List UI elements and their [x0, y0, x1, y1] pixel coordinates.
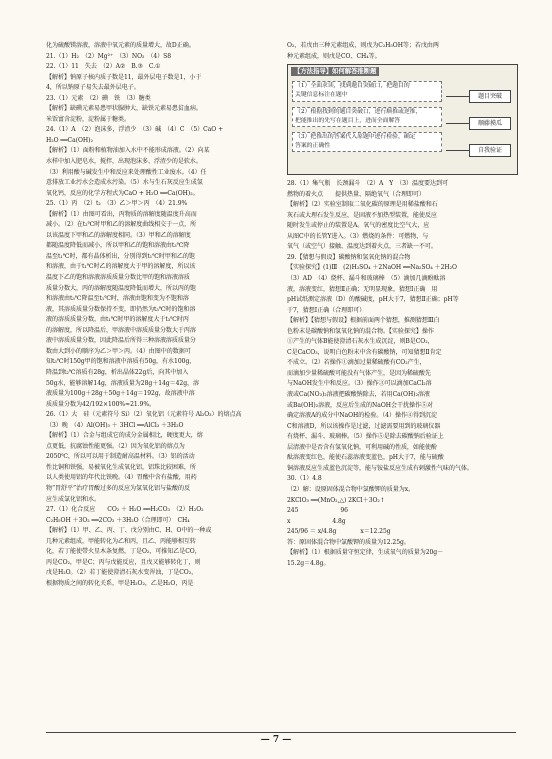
- method-step-3: [292, 132, 442, 152]
- explanation-line: 【解析】（1）由图可看出，丙物质的溶解度随温度升高而: [46, 210, 197, 218]
- text-line: 从图C中的长管Y进入。（3）燃烧的条件：可燃物、与: [287, 232, 429, 240]
- text-line: 液或Ca(NO₃)₂溶液把碳酸钠除去，若用Ca(OH)₂溶液: [287, 391, 430, 399]
- text-line: 的溶解度，所以降温后，甲溶液中溶质质量分数大于丙溶: [46, 326, 196, 334]
- text-line: 和溶液由t₃℃降温至t₁℃时，溶液由饱和变为不饱和溶: [46, 295, 189, 303]
- answer-30: 30.（1）4.8: [287, 475, 322, 483]
- text-line: 降温到t₂℃溶质有28g，析出晶体22g后，向其中加入: [46, 368, 189, 376]
- answer-22: 22.（1）11 失去 （2）A② B.③ C.①: [46, 63, 161, 71]
- step-text: （1）全面求读，找到题目突破口，把题目的: [295, 83, 410, 90]
- text-line: 铜溶液反应生成蓝色沉淀等，能与铵盐反应生成有刺激性气味的气体。: [287, 464, 473, 472]
- method-step-1: [292, 81, 442, 101]
- text-line: C是CaCO₃，说明白色粉末中含有碳酸钠，可知猜想Ⅱ肯定: [287, 348, 442, 356]
- text-line: 种元素组成，则戊是CO、CH₄等。: [287, 52, 381, 60]
- text-line: 氧化钙，反应的化学方程式为CaO + H₂O ══Ca(OH)₂。: [46, 189, 199, 197]
- text-line: 50g水，能够溶解14g，溶液质量为28g＋14g＝42g，溶: [46, 379, 200, 387]
- footer-rule: [46, 732, 516, 733]
- text-line: 【实验探究】(1)Ⅲ (2)H₂SO₄ ＋2NaOH ══Na₂SO₄ ＋2H₂O: [287, 264, 457, 272]
- answer-29: 29.【猜想与假设】碳酸钠和氢氧化钠的混合物: [287, 253, 411, 261]
- answer-25: 25.（1）丙 （2）t₂ （3）乙＞甲＞丙 （4）21.9%: [46, 200, 188, 208]
- text-line: 应生成氯化铝和水。: [46, 495, 100, 503]
- answer-23: 23.（1）元素 （2）碘 铁 （3）糖类: [46, 94, 151, 102]
- text-line: 化，若丁能使带火星木条复燃，丁是O₂，可推知乙是CO，: [46, 548, 201, 556]
- equation-line: x 4.8g: [287, 517, 346, 525]
- text-line: O₂，若戊由三种元素组成，则戊为C₂H₅OH等；若戊由两: [287, 42, 439, 49]
- text-line: （3）AD （4）烧杯、漏斗和玻璃棒 （5）滴加几滴酚酞溶: [287, 275, 446, 283]
- text-line: 答：原固体混合物中氯酸钾的质量为12.25g。: [287, 538, 410, 546]
- text-line: 根据物质之间的转化关系，甲是H₂O₂，乙是H₂O，丙是: [46, 579, 194, 587]
- equation-line: 245/96 ＝ x/4.8g x＝12.25g: [287, 528, 391, 536]
- explanation-line: 【解析】（1）合金与组成它的成分金属相比，硬度更大，熔: [46, 432, 203, 440]
- method-guide-title: 【方法指导】如何解答推断题: [291, 67, 379, 76]
- text-line: 以人类使用铝的年代比铁晚。（4）胃酸中含有盐酸，用药: [46, 474, 197, 482]
- method-step-2: [292, 107, 442, 127]
- text-line: 酞溶液变红色，能使石蕊溶液变蓝色，pH大于7，能与硫酸: [287, 454, 444, 462]
- text-line: 确定溶液A的成分中NaOH的检验。（4）操作④得到沉淀: [287, 412, 437, 420]
- text-line: 液质量为100g＋28g＋50g＋14g＝192g，故溶液中溶: [46, 390, 195, 398]
- left-column: [46, 41, 281, 589]
- explanation-line: 【解析】（1）面粉和植物油加入水中不能形成溶液。（2）向某: [46, 147, 210, 155]
- text-line: 以该温度下甲和乙的溶解度相同。（3）甲和乙的溶解度: [46, 231, 191, 239]
- text-line: 意排放工业污水会造成水污染。（5）水与生石灰反应生成氢: [46, 179, 203, 187]
- step-text: （3）把推出的答案代入原题中进行检验，确定: [295, 133, 416, 140]
- text-line: ①产生的气体B能使澄清石灰水生成沉淀，则B是CO₂，: [287, 338, 434, 346]
- text-line: 15.2g＝4.8g。: [287, 559, 330, 567]
- text-line: 都随温度降低而减小，所以甲和乙的饱和溶液由t₃℃降: [46, 242, 190, 250]
- explanation-line: 【解析】【猜想与假设】根据前面两个猜想，推测猜想Ⅲ白: [287, 317, 440, 325]
- text-line: 液，溶液变红，猜想Ⅱ正确；无明显现象，猜想Ⅰ正确 用: [287, 285, 438, 293]
- text-line: 液的溶质质量分数，由t₁℃时甲的溶解度大于t₃℃时丙: [46, 316, 189, 324]
- right-column: [287, 41, 518, 569]
- text-line: 液，其溶质质量分数保持不变，即仍然为t₃℃时的饱和溶: [46, 305, 196, 313]
- step-text: 答案的正确性: [295, 143, 331, 150]
- text-line: （3）晚 （4）Al(OH)₃ ＋ 3HCl ══AlCl₃ ＋3H₂O: [46, 421, 184, 429]
- text-line: 有烧杯、漏斗、玻璃棒。（5）操作⑤是除去碳酸钠后验证上: [287, 433, 444, 441]
- text-line: 数由大到小的顺序为乙＞甲＞丙。（4）由图中的数据可: [46, 347, 191, 355]
- answer-26: 26.（1）大 硅（元素符号 Si）（2）氧化铝（元素符号 Al₂O₃）的熔点高: [46, 411, 242, 419]
- text-line: pH试纸测定溶液（D）的酸碱度，pH大于7，猜想Ⅱ正确；pH等: [287, 296, 459, 304]
- page-number: — 7 —: [260, 735, 292, 745]
- text-line: 温度下乙的饱和溶液溶质质量分数比甲的饱和溶液溶质: [46, 274, 190, 282]
- text-line: 减小。（2）在t₂℃时甲和乙的溶解度曲线相交于一点，所: [46, 221, 197, 229]
- text-line: 水样中加入肥皂水，搅拌，出现泡沫多、浮渣少的是软水。: [46, 158, 202, 166]
- side-label-verify: 自我验证: [469, 144, 511, 157]
- method-steps: [292, 81, 442, 157]
- text-line: 燃物的着火点 提供热量、隔绝氧气（合理即可）: [287, 190, 425, 198]
- text-line: 物“胃舒平”治疗胃酸过多的反应为氢氧化铝与盐酸的反: [46, 484, 191, 492]
- text-line: 或Ba(OH)₂溶液，反应后生成的NaOH会干扰操作⑤对: [287, 401, 433, 409]
- text-line: 丙是CO₂，甲是C；丙与戊能反应，且戊又能够转化丁，则: [46, 558, 201, 566]
- text-line: 知t₃℃时150g甲的饱和溶液中溶质有50g，有水100g，: [46, 358, 196, 366]
- step-text: （2）根据找到的题目突破口，进行顺推或逆推，: [295, 108, 422, 115]
- text-line: （3）利用酸与碱发生中和反应来处理酸性工业废水。（4）任: [46, 168, 207, 176]
- answer-21: 21.（1）H₂ （2）Mg²⁺ （3）NO₂ （4）S8: [46, 52, 172, 60]
- equation-line: 2KClO₃ ══(MnO₂,△) 2KCl＋3O₂↑: [287, 496, 385, 504]
- side-label-breakthrough: 题目突破: [469, 90, 511, 103]
- method-guide-box: [287, 64, 518, 175]
- text-line: 化为硫酸镁溶液，溶液中氧元素的质量增大，故D正确。: [46, 42, 195, 49]
- explanation-line: 几种元素组成，甲能转化为乙和丙，且乙、丙能够相互转: [46, 537, 196, 545]
- text-line: （2）解：设原固体混合物中氯酸钾的质量为x。: [287, 485, 415, 493]
- text-line: 性比铜和铁强，易被氧化生成氧化铝，铝珠比较困难，所: [46, 463, 196, 471]
- text-line: H₂O ══Ca(OH)₂: [46, 136, 93, 144]
- text-line: 而滴加少量稀硫酸可能没有气体产生，是因为稀硫酸先: [287, 369, 431, 377]
- text-line: 与NaOH发生中和反应。（3）操作③可以滴加CaCl₂溶: [287, 380, 432, 388]
- explanation-line: 【解析】缺碘元素易患甲状腺肿大，缺铁元素易患贫血病。: [46, 105, 202, 113]
- text-line: 灰石或大理石发生反应，是固液不加热型装置，能使反应: [287, 211, 437, 219]
- page-footer: [0, 735, 552, 745]
- text-line: 27.（1）化合反应 CO₂ ＋ H₂O ══H₂CO₃ （2）H₂O₂: [46, 506, 204, 514]
- explanation-line: 【解析】（1）根据质量守恒定律，生成氧气的质量为20g－: [287, 549, 444, 557]
- text-line: 【解析】（1）甲、乙、丙、丁、戊分别由C、H、O中的一种或: [46, 527, 212, 535]
- text-line: 4，所以钠原子易失去最外层电子。: [46, 84, 140, 92]
- text-line: 层清液中是否含有氢氧化钠，可利用碱的性质，如能使酚: [287, 443, 437, 451]
- equation-line: 245 96: [287, 507, 348, 515]
- text-line: 色粉末是碳酸钠和氢氧化钠的混合物。【实验探究】操作: [287, 327, 434, 335]
- text-line: 2050℃，所以可以用于制造耐高温材料。（3）铝的活动: [46, 453, 195, 461]
- text-line: 温至t₁℃时，都有晶体析出，分别得到t₁℃时甲和乙的饱: [46, 252, 195, 260]
- text-line: 不成立。（2）若操作①滴加过量稀硫酸有CO₂产生，: [287, 359, 426, 367]
- text-line: 点更低，抗腐蚀性能更强。（2）因为氧化铝的熔点为: [46, 442, 185, 450]
- step-text: 关键信息标注在题中: [295, 92, 348, 99]
- text-line: 氧气（或空气）接触、温度达到着火点，三者缺一不可。: [287, 243, 437, 251]
- explanation-line: 【解析】（2）实验室制取二氧化碳的原理是用稀盐酸和石: [287, 201, 438, 209]
- text-line: 和溶液，由于t₁℃时乙的溶解度大于甲的溶解度，所以该: [46, 263, 196, 271]
- text-line: 质量分数大，丙的溶解度随温度降低而增大，所以丙的饱: [46, 284, 196, 292]
- answer-27: C₂H₅OH ＋3O₂ ══2CO₂ ＋3H₂O（合理即可） CH₄: [46, 516, 190, 524]
- text-line: 米饭富含淀粉，淀粉属于糖类。: [46, 115, 130, 123]
- text-line: 质质量分数为42/192×100%≈21.9%。: [46, 400, 156, 408]
- answer-24: 24.（1）A （2）泡沫多，浮渣少 （3）碱 （4）C （5）CaO +: [46, 126, 224, 134]
- answer-28: 28.（1）集气瓶 长颈漏斗 （2）A Y （3）温度要达到可: [287, 180, 448, 188]
- text-line: 液中溶质质量分数，因此降温后所得三种溶液溶质质量分: [46, 337, 196, 345]
- text-line: 于7，猜想Ⅰ正确（合理即可）: [287, 306, 366, 314]
- text-line: 随时发生或停止的装置是A。氧气的密度比空气大，应: [287, 222, 430, 230]
- explanation-line: 【解析】钠原子核内质子数是11，最外层电子数是1，小于: [46, 73, 202, 81]
- step-text: 把能推出的先写在题目上，进而全面解答: [295, 117, 401, 124]
- side-label-follow: 顺藤摸瓜: [469, 117, 511, 130]
- text-line: 戊是H₂O。（2）若丁能使澄清石灰水变浑浊，丁是CO₂，: [46, 569, 198, 577]
- text-line: C和溶液D，所以该操作是过滤，过滤需要用到的玻璃仪器: [287, 422, 441, 430]
